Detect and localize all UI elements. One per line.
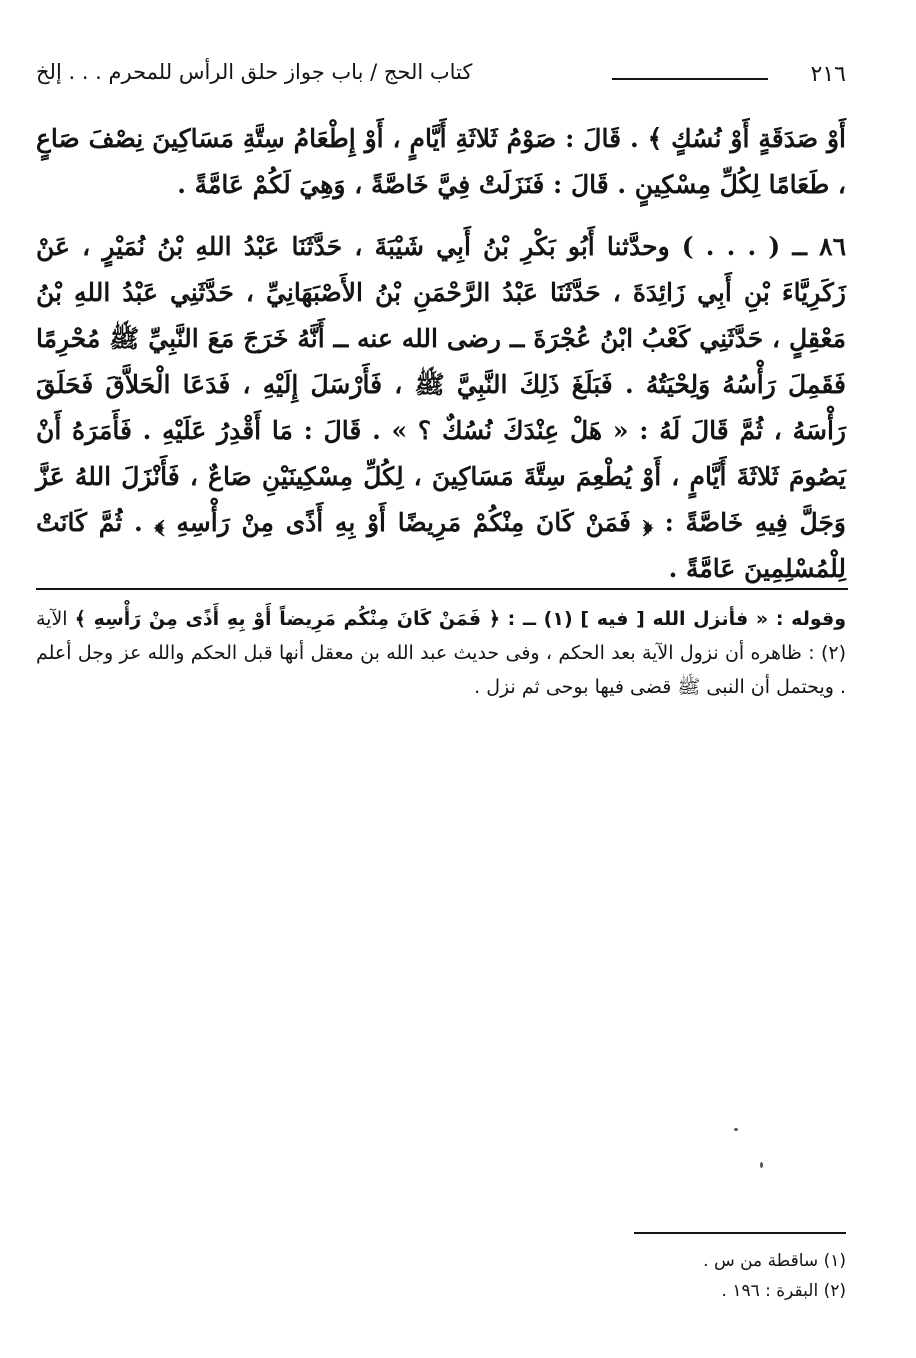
text-divider: [36, 588, 848, 590]
hadith-86: ٨٦ ــ ( . . . ) وحدَّثنا أَبُو بَكْرِ بْنُ أَبِي شَيْبَةَ ، حَدَّثَنَا عَبْدُ اللهِ بْنُ نُمَيْرٍ ، عَنْ زَكَرِيَّاءَ بْنِ أَبِي زَائِدَةَ ، حَدَّثَنَا عَبْدُ الرَّحْمَنِ بْنُ الأَصْبَهَانِيِّ ، حَدَّثَنِي عَبْدُ اللهِ بْنُ مَعْقِلٍ ، حَدَّثَنِي كَعْبُ ابْنُ عُجْرَةَ ــ رضى الله عنه ــ أَنَّهُ خَرَجَ مَعَ النَّبِيِّ ﷺ مُحْرِمًا فَقَمِلَ رَأْسُهُ وَلِحْيَتُهُ . فَبَلَغَ ذَلِكَ النَّبِيَّ ﷺ ، فَأَرْسَلَ إِلَيْهِ ، فَدَعَا الْحَلاَّقَ فَحَلَقَ رَأْسَهُ ، ثُمَّ قَالَ لَهُ : « هَلْ عِنْدَكَ نُسُكٌ ؟ » . قَالَ : مَا أَقْدِرُ عَلَيْهِ . فَأَمَرَهُ أَنْ يَصُومَ ثَلاثَةَ أَيَّامٍ ، أَوْ يُطْعِمَ سِتَّةَ مَسَاكِينَ ، لِكُلِّ مِسْكِينَيْنِ صَاعٌ ، فَأَنْزَلَ اللهُ عَزَّ وَجَلَّ فِيهِ خَاصَّةً : ﴿ فَمَنْ كَانَ مِنْكُمْ مَرِيضًا أَوْ بِهِ أَذًى مِنْ رَأْسِهِ ﴾ . ثُمَّ كَانَتْ لِلْمُسْلِمِينَ عَامَّةً .: [36, 232, 846, 583]
commentary-body: الآية (٢) : ظاهره أن نزول الآية بعد الحكم ، وفى حديث عبد الله بن معقل أنها قبل الحكم والله عز وجل أعلم . ويحتمل أن النبى ﷺ قضى فيها بوحى ثم نزل .: [36, 608, 846, 698]
header-rule: [612, 78, 768, 80]
scan-speck: [760, 1162, 763, 1168]
commentary: [36, 602, 846, 704]
main-paragraph-continuation: أَوْ صَدَقَةٍ أَوْ نُسُكٍ ﴾ . قَالَ : صَوْمُ ثَلاثَةِ أَيَّامٍ ، أَوْ إِطْعَامُ سِتَّةِ مَسَاكِينَ نِصْفَ صَاعٍ ، طَعَامًا لِكُلِّ مِسْكِينٍ . قَالَ : فَنَزَلَتْ فِيَّ خَاصَّةً ، وَهِيَ لَكُمْ عَامَّةً .: [36, 124, 846, 199]
footnotes: [446, 1246, 846, 1306]
commentary-paragraph: [36, 602, 846, 704]
footnote-2: (٢) البقرة : ١٩٦ .: [721, 1281, 846, 1301]
running-title: كتاب الحج / باب جواز حلق الرأس للمحرم . . . إلخ: [36, 60, 473, 84]
page-header: [36, 58, 846, 92]
main-text: [36, 116, 846, 592]
commentary-lead: وقوله : « فأنزل الله [ فيه ] (١) ــ : ﴿ فَمَنْ كَانَ مِنْكُم مَرِيضاً أَوْ بِهِ أَذًى مِنْ رَأْسِهِ ﴾: [74, 608, 847, 630]
page-number: ٢١٦: [810, 62, 846, 87]
scan-speck: [734, 1128, 738, 1131]
footnote-1: (١) ساقطة من س .: [703, 1251, 846, 1271]
footnote-rule: [634, 1232, 846, 1234]
